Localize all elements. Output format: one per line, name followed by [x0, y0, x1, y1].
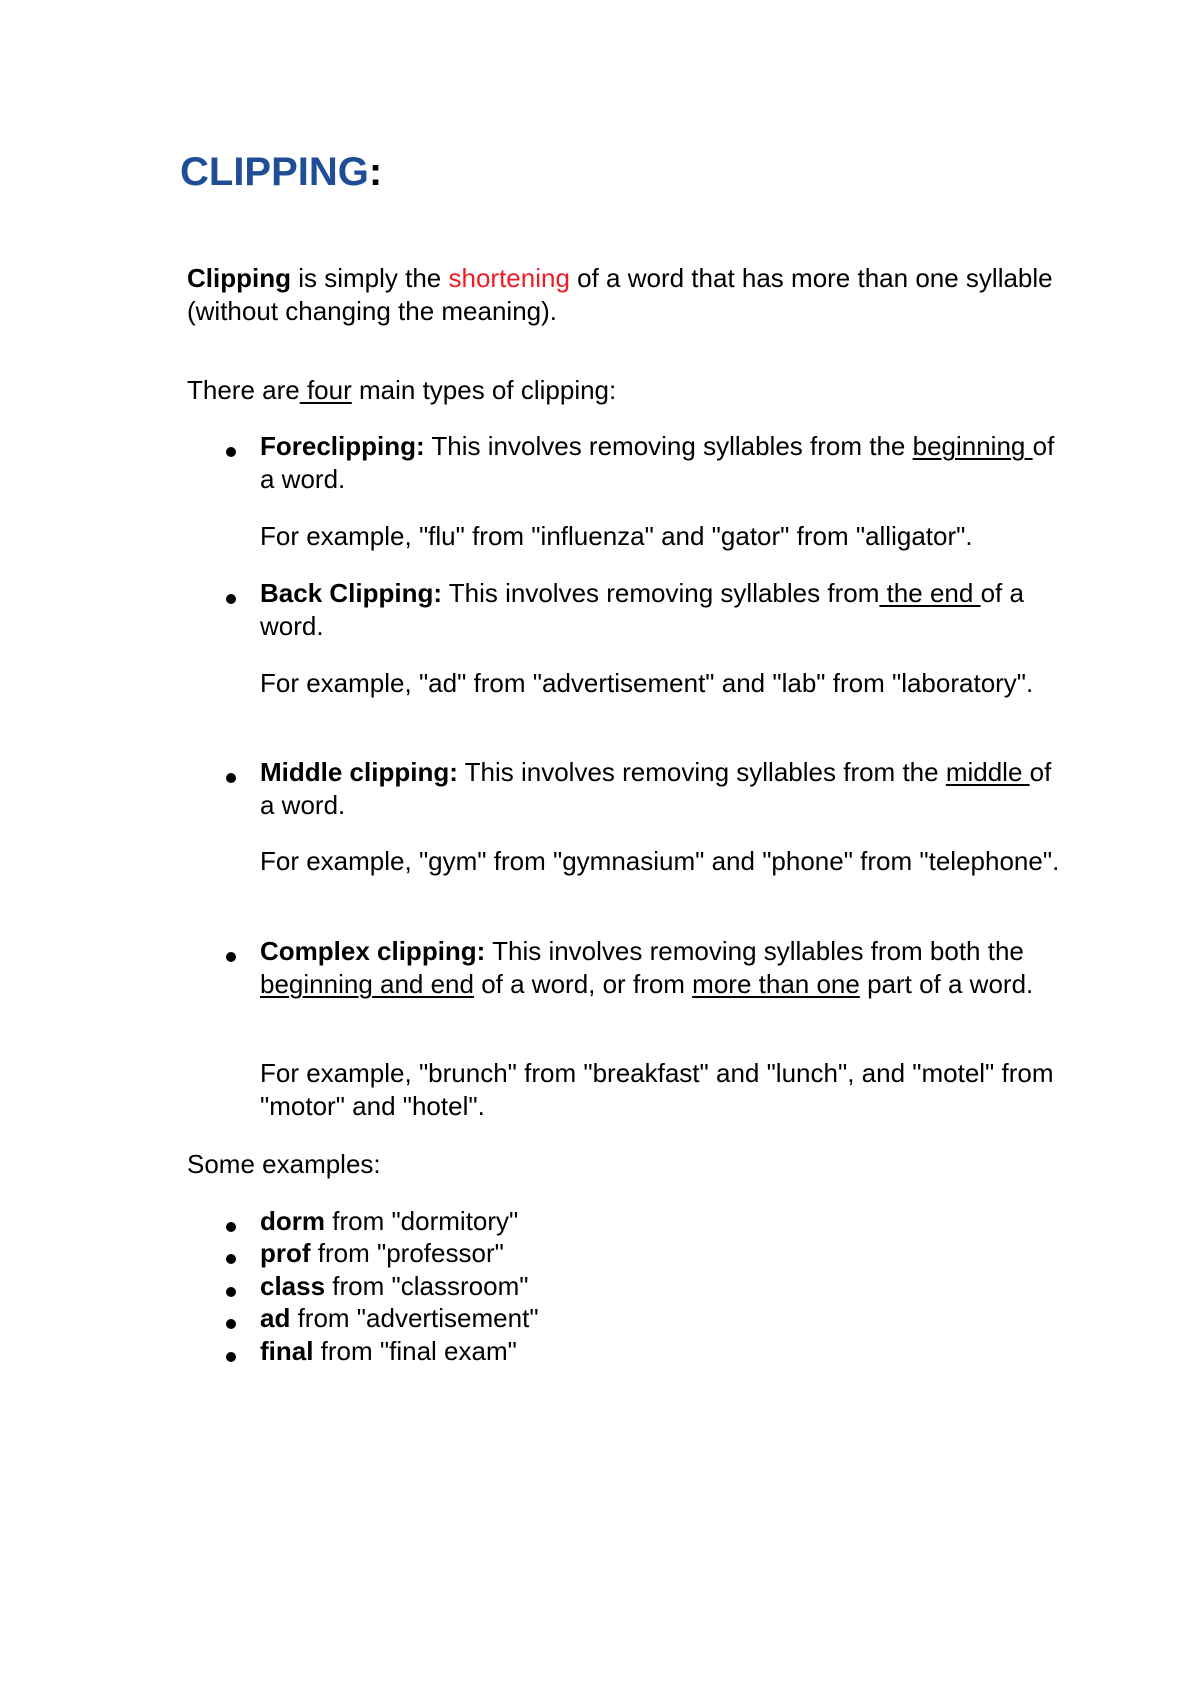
type-desc-underlined-2: more than one	[692, 969, 860, 999]
title-colon: :	[368, 150, 383, 194]
type-desc: This involves removing syllables from	[442, 578, 880, 608]
type-desc-end: part of a word.	[859, 969, 1034, 999]
types-intro-paragraph	[187, 374, 1087, 407]
intro-term: Clipping	[187, 263, 291, 293]
example-word: dorm	[260, 1206, 325, 1236]
intro-text-2: of a word that has more than one syllable (without changing the meaning).	[187, 263, 1053, 326]
example-word: class	[260, 1271, 326, 1301]
types-intro-underlined: four	[299, 375, 352, 405]
type-item-middle-clipping	[260, 756, 1060, 822]
bullet-icon	[226, 952, 236, 962]
type-desc-end: of a word.	[260, 757, 1052, 820]
type-desc: This involves removing syllables from both the	[485, 936, 1024, 966]
example-source: from "advertisement"	[290, 1303, 539, 1333]
type-example-back-clipping: For example, "ad" from "advertisement" and "lab" from "laboratory".	[260, 668, 1034, 698]
type-desc-end: of a word.	[260, 431, 1055, 494]
type-name: Foreclipping:	[260, 431, 425, 461]
example-word: ad	[260, 1303, 291, 1333]
types-intro-text-1: There are	[187, 375, 300, 405]
type-desc: This involves removing syllables from the	[457, 757, 946, 787]
intro-paragraph	[187, 262, 1067, 328]
type-item-foreclipping	[260, 430, 1060, 496]
bullet-icon	[226, 1254, 236, 1264]
type-desc-underlined: the end	[879, 578, 981, 608]
example-source: from "professor"	[310, 1238, 504, 1268]
type-item-complex-clipping	[260, 935, 1060, 1001]
bullet-icon	[226, 447, 236, 457]
bullet-icon	[226, 1352, 236, 1362]
type-desc-underlined: middle	[945, 757, 1030, 787]
type-example-complex-clipping: For example, "brunch" from "breakfast" and "lunch", and "motel" from "motor" and "hotel".	[260, 1058, 1054, 1121]
page-title	[180, 148, 382, 196]
type-example-foreclipping: For example, "flu" from "influenza" and "gator" from "alligator".	[260, 521, 973, 551]
example-word: final	[260, 1336, 314, 1366]
type-name: Middle clipping:	[260, 757, 458, 787]
type-name: Complex clipping:	[260, 936, 486, 966]
bullet-icon	[226, 594, 236, 604]
intro-text-1: is simply the	[290, 263, 449, 293]
bullet-icon	[226, 1287, 236, 1297]
bullet-icon	[226, 1222, 236, 1232]
type-desc: This involves removing syllables from the	[424, 431, 913, 461]
list-item	[260, 1237, 1060, 1270]
type-name: Back Clipping:	[260, 578, 443, 608]
bullet-icon	[226, 773, 236, 783]
examples-intro: Some examples:	[187, 1149, 381, 1179]
type-desc-end: of a word.	[260, 578, 1024, 641]
example-source: from "dormitory"	[325, 1206, 519, 1236]
example-source: from "classroom"	[325, 1271, 529, 1301]
list-item	[260, 1302, 1060, 1335]
list-item	[260, 1335, 1060, 1368]
example-source: from "final exam"	[313, 1336, 517, 1366]
list-item	[260, 1270, 1060, 1303]
title-word: CLIPPING	[180, 150, 369, 194]
intro-highlight: shortening	[448, 263, 570, 293]
type-desc-middle: of a word, or from	[473, 969, 693, 999]
type-desc-underlined: beginning	[912, 431, 1033, 461]
bullet-icon	[226, 1319, 236, 1329]
type-item-back-clipping	[260, 577, 1060, 643]
type-desc-underlined: beginning and end	[260, 969, 474, 999]
example-word: prof	[260, 1238, 311, 1268]
type-example-middle-clipping: For example, "gym" from "gymnasium" and "phone" from "telephone".	[260, 846, 1060, 876]
list-item	[260, 1205, 1060, 1238]
types-intro-text-2: main types of clipping:	[351, 375, 617, 405]
